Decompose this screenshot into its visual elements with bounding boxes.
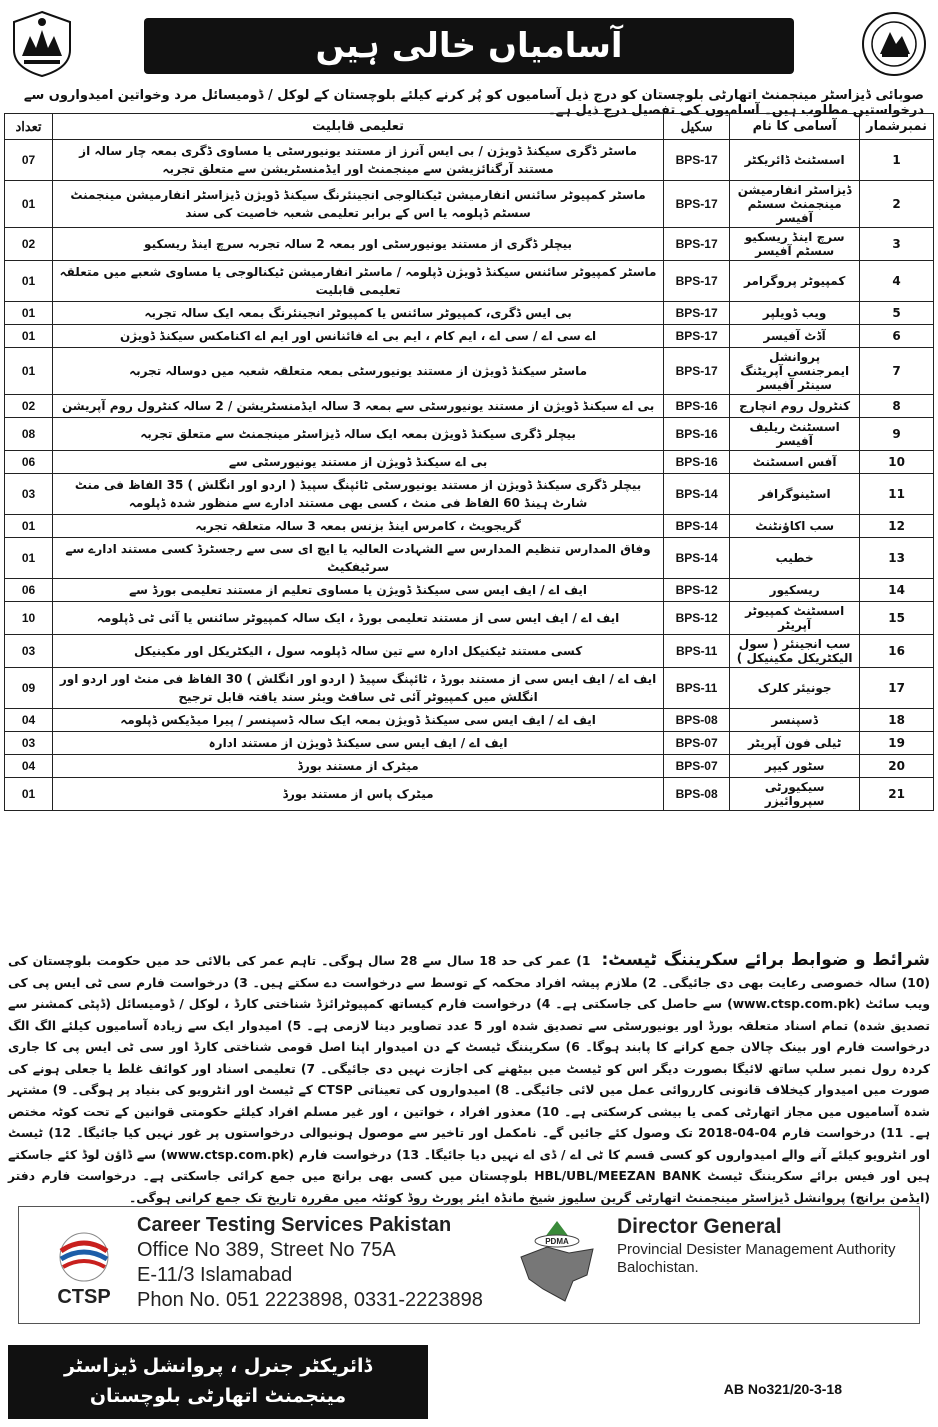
row-count: 01 — [5, 515, 53, 538]
table-row — [5, 348, 934, 395]
row-count: 04 — [5, 755, 53, 778]
row-sr: 10 — [860, 451, 934, 474]
row-qualification: میٹرک پاس از مستند بورڈ — [53, 778, 664, 811]
ctsp-contact — [137, 1213, 483, 1313]
row-count: 01 — [5, 778, 53, 811]
row-post: ڈیزاسٹر انفارمیشن مینجمنٹ سسٹم آفیسر — [730, 181, 860, 228]
ctsp-office: Office No 389, Street No 75A — [137, 1239, 396, 1261]
table-row — [5, 709, 934, 732]
row-qualification: گریجویٹ ، کامرس اینڈ بزنس بمعہ 3 سالہ متعلقہ تجربہ — [53, 515, 664, 538]
row-count: 01 — [5, 325, 53, 348]
dg-org-line1: Provincial Desister Management Authority — [617, 1241, 896, 1258]
row-scale: BPS-14 — [664, 474, 730, 515]
row-sr: 3 — [860, 228, 934, 261]
row-post: اسسٹنٹ ڈائریکٹر — [730, 140, 860, 181]
page-title: آسامیاں خالی ہیں — [144, 18, 794, 74]
row-qualification: وفاق المدارس تنظیم المدارس سے الشہادت العالیہ یا ایچ ای سی سے رجسٹرڈ کسی مستند ادارے سے سرٹیفکیٹ — [53, 538, 664, 579]
terms-section — [8, 950, 930, 1209]
row-sr: 8 — [860, 395, 934, 418]
pdma-logo-icon — [507, 1217, 607, 1309]
row-qualification: میٹرک از مستند بورڈ — [53, 755, 664, 778]
row-scale: BPS-16 — [664, 395, 730, 418]
dg-org-line2: Balochistan. — [617, 1259, 699, 1276]
header-post: آسامی کا نام — [730, 114, 860, 140]
row-qualification: ماسٹر سیکنڈ ڈویژن از مستند یونیورسٹی بمعہ متعلقہ شعبہ میں دوسالہ تجربہ — [53, 348, 664, 395]
row-count: 08 — [5, 418, 53, 451]
intro-text: صوبائی ڈیزاسٹر مینجمنٹ اتھارٹی بلوچستان کو درج ذیل آسامیوں کو پُر کرنے کیلئے بلوچستان کے لوکل / ڈومیسائل مرد وخواتین امیدواروں سے درخواستیں مطلوب ہیں۔ آسامیوں کی تفصیل درج ذیل ہے۔ — [23, 88, 924, 118]
table-row — [5, 635, 934, 668]
row-qualification: بی ایس ڈگری، کمپیوٹر سائنس یا کمپیوٹر انجینئرنگ بمعہ ایک سالہ تجربہ — [53, 302, 664, 325]
row-count: 01 — [5, 538, 53, 579]
pdma-logo-text: PDMA — [545, 1237, 569, 1246]
row-qualification: ایف اے / ایف ایس سی سیکنڈ ڈویژن از مستند ادارہ — [53, 732, 664, 755]
table-row — [5, 395, 934, 418]
ctsp-phone: Phon No. 051 2223898, 0331-2223898 — [137, 1289, 483, 1311]
row-sr: 18 — [860, 709, 934, 732]
row-count: 01 — [5, 261, 53, 302]
table-row — [5, 261, 934, 302]
row-count: 09 — [5, 668, 53, 709]
row-qualification: کسی مستند ٹیکنیکل ادارہ سے تین سالہ ڈپلومہ سول ، الیکٹریکل اور مکینیکل — [53, 635, 664, 668]
row-count: 01 — [5, 302, 53, 325]
table-row — [5, 755, 934, 778]
header-sr: نمبرشمار — [860, 114, 934, 140]
row-scale: BPS-17 — [664, 140, 730, 181]
row-qualification: ایف اے / ایف ایس سی از مستند تعلیمی بورڈ ، ایک سالہ کمپیوٹر سائنس یا آئی ٹی ڈپلومہ — [53, 602, 664, 635]
row-post: آفس اسسٹنٹ — [730, 451, 860, 474]
table-row — [5, 181, 934, 228]
row-post: اسسٹنٹ کمپیوٹر آپریٹر — [730, 602, 860, 635]
row-scale: BPS-17 — [664, 228, 730, 261]
table-row — [5, 302, 934, 325]
ad-number: AB No321/20-3-18 — [723, 1381, 842, 1397]
row-count: 04 — [5, 709, 53, 732]
table-row — [5, 602, 934, 635]
row-count: 02 — [5, 395, 53, 418]
row-scale: BPS-08 — [664, 709, 730, 732]
signature-line2: مینجمنٹ اتھارٹی بلوچستان — [89, 1385, 347, 1407]
row-sr: 12 — [860, 515, 934, 538]
row-post: سب انجینئر ( سول الیکٹریکل مکینیکل ) — [730, 635, 860, 668]
row-qualification: بی اے سیکنڈ ڈویژن از مستند یونیورسٹی سے بمعہ 3 سالہ ایڈمنسٹریشن / 2 سالہ کنٹرول روم آپریشن — [53, 395, 664, 418]
table-row — [5, 140, 934, 181]
ctsp-name: Career Testing Services Pakistan — [137, 1214, 452, 1236]
row-post: سٹور کیپر — [730, 755, 860, 778]
terms-body: 1) عمر کی حد 18 سال سے 28 سال ہوگی۔ تاہم عمر کی بالائی حد میں حکومت بلوچستان کی (10) سالہ خصوصی رعایت بھی دی جائیگی۔ 2) ملازم پیشہ افراد محکمہ کے توسط سے درخواست دے سکتے ہیں۔ 3) درخواست فارم سی ٹی ایس پی کی ویب سائٹ (www.ctsp.com.pk) سے حاصل کی جاسکتی ہے۔ 4) درخواست فارم کیساتھ کمپیوٹرائزڈ شناختی کارڈ ، لوکل / ڈومیسائل (ڈپٹی کمشنر سے تصدیق شدہ) تمام اسناد متعلقہ بورڈ اور یونیورسٹی سے تصدیق شدہ اور 5 عدد تصاویر دینا لازمی ہے۔ 5) امیدوار ایک سے زیادہ آسامیوں کیلئے الگ الگ درخواست فارم اور بینک چالان جمع کرانے کا پابند ہوگا۔ 6) سکریننگ ٹیسٹ کے دن امیدوار اپنا اصل قومی شناختی کارڈ اور سی ٹی ایس پی کا جاری کردہ رول نمبر سلپ ساتھ لائیگا بصورت دیگر اس کو ٹیسٹ میں بیٹھنے کی اجازت نہیں دی جائیگی۔ 7) تعلیمی اسناد اور کوائف غلط یا جعلی ہونے کی صورت میں امیدوار کیخلاف قانونی کارروائی عمل میں لائی جائیگی۔ 8) امیدواروں کی تعیناتی CTSP کے ٹیسٹ اور انٹرویو کی بنیاد پر ہوگی۔ 9) مشتہر شدہ آسامیوں میں مجاز اتھارٹی کمی یا بیشی کرسکتی ہے۔ 10) معذور افراد ، خواتین ، اور غیر مسلم افراد کیلئے حکومتی قوانین کے تحت کوٹہ مختص ہے۔ 11) درخواست فارم 04-04-2018 تک وصول کئے جائیں گے۔ نامکمل اور تاخیر سے موصول ہونیوالی درخواستوں پر غور نہیں کیا جائیگا۔ 12) ٹیسٹ اور انٹرویو کیلئے آنے والے امیدواروں کو کسی قسم کا ٹی اے / ڈی اے نہیں دیا جائیگا۔ 13) درخواست فارم (www.ctsp.com.pk) سے ڈاؤن لوڈ کئے جاسکتے ہیں اور فیس برائے سکریننگ ٹیسٹ HBL/UBL/MEEZAN BANK بلوچستان میں کسی بھی برانچ میں جمع کرائی جاسکتی ہے۔ درخواست فارم دفتر (ایڈمن برانچ) پروانشل ڈیزاسٹر مینجمنٹ اتھارٹی گرین سلیوز شیخ مانڈہ ایئر پورٹ روڈ کوئٹہ میں مقررہ تاریخ تک جمع کرانی ہوگی۔ — [8, 954, 931, 1205]
row-qualification: بیچلر ڈگری سیکنڈ ڈویژن بمعہ ایک سالہ ڈیزاسٹر مینجمنٹ سے متعلق تجربہ — [53, 418, 664, 451]
row-sr: 15 — [860, 602, 934, 635]
row-sr: 11 — [860, 474, 934, 515]
row-qualification: ایف اے / ایف ایس سی از مستند بورڈ ، ٹائپنگ سپیڈ ( اردو اور انگلش ) 30 الفاظ فی منٹ اور اردو اور انگلش میں کمپیوٹر آئی ٹی سافٹ ویئر سند یافتہ قابل ترجیح — [53, 668, 664, 709]
row-sr: 16 — [860, 635, 934, 668]
row-scale: BPS-17 — [664, 261, 730, 302]
row-post: سرچ اینڈ ریسکیو سسٹم آفیسر — [730, 228, 860, 261]
table-row — [5, 325, 934, 348]
table-row — [5, 515, 934, 538]
terms-title: شرائط و ضوابط برائے سکریننگ ٹیسٹ: — [601, 950, 930, 970]
row-scale: BPS-07 — [664, 732, 730, 755]
ctsp-logo-text: CTSP — [57, 1286, 111, 1308]
row-scale: BPS-11 — [664, 635, 730, 668]
table-row — [5, 474, 934, 515]
row-scale: BPS-14 — [664, 538, 730, 579]
header — [4, 4, 934, 84]
row-sr: 14 — [860, 579, 934, 602]
table-row — [5, 732, 934, 755]
row-count: 02 — [5, 228, 53, 261]
row-count: 03 — [5, 635, 53, 668]
row-scale: BPS-14 — [664, 515, 730, 538]
row-post: خطیب — [730, 538, 860, 579]
dg-title: Director General — [617, 1215, 782, 1238]
table-row — [5, 778, 934, 811]
footer-box — [18, 1206, 920, 1324]
signature-line1: ڈائریکٹر جنرل ، پروانشل ڈیزاسٹر — [63, 1355, 372, 1377]
row-post: کمپیوٹر پروگرامر — [730, 261, 860, 302]
header-qualification: تعلیمی قابلیت — [53, 114, 664, 140]
row-post: آڈٹ آفیسر — [730, 325, 860, 348]
row-qualification: بیچلر ڈگری از مستند یونیورسٹی اور بمعہ 2 سالہ تجربہ سرچ اینڈ ریسکیو — [53, 228, 664, 261]
row-scale: BPS-16 — [664, 451, 730, 474]
vacancies-table — [4, 113, 934, 811]
table-row — [5, 228, 934, 261]
ctsp-area: E-11/3 Islamabad — [137, 1264, 293, 1286]
row-scale: BPS-07 — [664, 755, 730, 778]
row-scale: BPS-08 — [664, 778, 730, 811]
row-qualification: ماسٹر کمپیوٹر سائنس سیکنڈ ڈویژن ڈپلومہ / ماسٹر انفارمیشن ٹیکنالوجی یا مساوی شعبے میں متعلقہ تعلیمی قابلیت — [53, 261, 664, 302]
pdma-seal-icon — [860, 10, 928, 78]
row-post: ٹیلی فون آپریٹر — [730, 732, 860, 755]
row-post: اسسٹنٹ ریلیف آفیسر — [730, 418, 860, 451]
dg-contact — [617, 1213, 895, 1277]
row-sr: 5 — [860, 302, 934, 325]
row-post: اسٹینوگرافر — [730, 474, 860, 515]
row-sr: 13 — [860, 538, 934, 579]
row-scale: BPS-17 — [664, 348, 730, 395]
row-sr: 4 — [860, 261, 934, 302]
row-qualification: بیچلر ڈگری سیکنڈ ڈویژن از مستند یونیورسٹی ٹائپنگ سپیڈ ( اردو اور انگلش ) 35 الفاظ فی منٹ شارٹ ہینڈ 60 الفاظ فی منٹ ، کسی بھی مستند ادارے سے منظور شدہ ڈپلومہ — [53, 474, 664, 515]
row-scale: BPS-11 — [664, 668, 730, 709]
table-row — [5, 418, 934, 451]
row-sr: 17 — [860, 668, 934, 709]
row-sr: 1 — [860, 140, 934, 181]
row-sr: 21 — [860, 778, 934, 811]
row-sr: 7 — [860, 348, 934, 395]
table-row — [5, 538, 934, 579]
table-row — [5, 668, 934, 709]
row-sr: 2 — [860, 181, 934, 228]
table-row — [5, 579, 934, 602]
ctsp-logo-icon — [39, 1225, 129, 1311]
row-count: 07 — [5, 140, 53, 181]
row-qualification: ایف اے / ایف ایس سی سیکنڈ ڈویژن بمعہ ایک سالہ ڈسپنسر / پیرا میڈیکس ڈپلومہ — [53, 709, 664, 732]
header-scale: سکیل — [664, 114, 730, 140]
table-row — [5, 451, 934, 474]
row-scale: BPS-16 — [664, 418, 730, 451]
row-post: پروانشل ایمرجنسی آپریٹنگ سینٹر آفیسر — [730, 348, 860, 395]
row-count: 10 — [5, 602, 53, 635]
row-scale: BPS-12 — [664, 602, 730, 635]
signature-block — [8, 1345, 428, 1419]
row-post: سب اکاؤنٹنٹ — [730, 515, 860, 538]
row-count: 06 — [5, 451, 53, 474]
row-qualification: ماسٹر ڈگری سیکنڈ ڈویژن / بی ایس آنرز از مستند یونیورسٹی یا مساوی ڈگری بمعہ چار سالہ از مستند آرگنائزیشن سے مینجمنٹ اور ایڈمنسٹریشن سے متعلق تجربہ — [53, 140, 664, 181]
row-scale: BPS-17 — [664, 302, 730, 325]
row-post: کنٹرول روم انچارج — [730, 395, 860, 418]
row-scale: BPS-17 — [664, 325, 730, 348]
row-qualification: بی اے سیکنڈ ڈویژن از مستند یونیورسٹی سے — [53, 451, 664, 474]
row-sr: 19 — [860, 732, 934, 755]
row-count: 03 — [5, 732, 53, 755]
row-sr: 6 — [860, 325, 934, 348]
row-qualification: ایف اے / ایف ایس سی سیکنڈ ڈویژن یا مساوی تعلیم از مستند تعلیمی بورڈ سے — [53, 579, 664, 602]
row-qualification: اے سی اے / سی اے ، ایم کام ، ایم بی اے فائنانس اور ایم اے اکنامکس سیکنڈ ڈویژن — [53, 325, 664, 348]
row-count: 03 — [5, 474, 53, 515]
header-count: تعداد — [5, 114, 53, 140]
row-scale: BPS-17 — [664, 181, 730, 228]
row-post: ڈسپنسر — [730, 709, 860, 732]
row-count: 06 — [5, 579, 53, 602]
row-post: سیکیورٹی سپروائیزر — [730, 778, 860, 811]
row-count: 01 — [5, 348, 53, 395]
row-sr: 9 — [860, 418, 934, 451]
row-post: جونیئر کلرک — [730, 668, 860, 709]
table-header-row — [5, 114, 934, 140]
row-count: 01 — [5, 181, 53, 228]
row-scale: BPS-12 — [664, 579, 730, 602]
row-qualification: ماسٹر کمپیوٹر سائنس انفارمیشن ٹیکنالوجی انجینئرنگ سیکنڈ ڈویژن ڈیزاسٹر انفارمیشن مینجمنٹ سسٹم ڈپلومہ یا اس کے برابر تعلیمی شعبہ خاصیت کی سند — [53, 181, 664, 228]
government-seal-icon — [10, 10, 74, 78]
row-sr: 20 — [860, 755, 934, 778]
row-post: ریسکیور — [730, 579, 860, 602]
row-post: ویب ڈویلپر — [730, 302, 860, 325]
